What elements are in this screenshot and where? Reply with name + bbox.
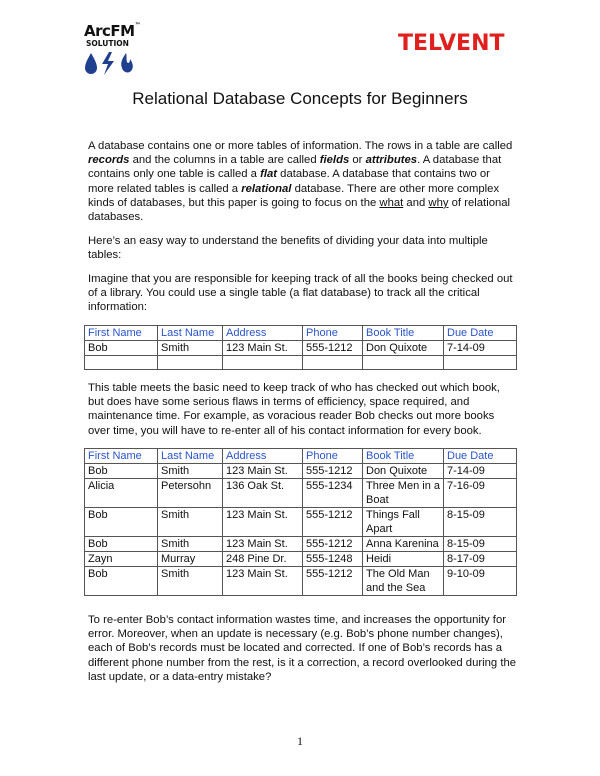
header-phone: Phone (303, 449, 363, 464)
table-cell: 123 Main St. (223, 537, 303, 552)
table-row (85, 567, 517, 596)
table-cell: Smith (158, 508, 223, 537)
table-cell (303, 356, 363, 370)
table-cell: 8-15-09 (444, 508, 517, 537)
table-row (85, 356, 517, 370)
term-attributes: attributes (365, 154, 418, 167)
header-first-name: First Name (85, 449, 158, 464)
arcfm-logo-subtitle: SOLUTION (86, 39, 129, 48)
header-address: Address (223, 326, 303, 341)
water-drop-icon (85, 53, 97, 74)
header-address: Address (223, 449, 303, 464)
header-due-date: Due Date (444, 326, 517, 341)
table-cell: Smith (158, 537, 223, 552)
term-flat: flat (260, 168, 278, 181)
table-cell: Bob (85, 537, 158, 552)
table-cell: The Old Man and the Sea (363, 567, 444, 596)
table-cell: 555-1234 (303, 479, 363, 508)
flat-table-single (84, 325, 517, 370)
flat-table-multiple (84, 448, 517, 596)
term-why: why (428, 196, 449, 209)
table-cell: 123 Main St. (223, 567, 303, 596)
table-cell: 8-15-09 (444, 537, 517, 552)
term-fields: fields (319, 154, 350, 167)
term-what: what (379, 196, 404, 209)
table-cell: Bob (85, 508, 158, 537)
intro-paragraph: A database contains one or more tables of information. The rows in a table are called records and the columns in a table are called fields or attributes. A database that contains only one table is called a flat database. A database that contains two or more related tables is called a relational database. There are other more complex kinds of databases, but this paper is going to focus on the what and why of relational databases. (88, 140, 513, 224)
table-row (85, 508, 517, 537)
table-cell (223, 356, 303, 370)
table-cell: Smith (158, 341, 223, 356)
page-number: 1 (297, 734, 303, 748)
table-cell (363, 356, 444, 370)
table-cell: Smith (158, 567, 223, 596)
header-book-title: Book Title (363, 449, 444, 464)
table-cell: 123 Main St. (223, 464, 303, 479)
table-cell: Three Men in a Boat (363, 479, 444, 508)
table-cell: 8-17-09 (444, 552, 517, 567)
table-cell: 555-1212 (303, 537, 363, 552)
paragraph-easy-way: Here’s an easy way to understand the benefits of dividing your data into multiple tables: (88, 235, 488, 262)
table-cell: 9-10-09 (444, 567, 517, 596)
utility-icons (82, 50, 144, 76)
table-cell: 7-14-09 (444, 464, 517, 479)
table-header-row (85, 449, 517, 464)
table-cell: Bob (85, 464, 158, 479)
document-title: Relational Database Concepts for Beginners (132, 89, 468, 108)
table-cell: Murray (158, 552, 223, 567)
table-cell: Bob (85, 567, 158, 596)
gas-flame-icon (121, 53, 133, 72)
paragraph-re-enter: To re-enter Bob’s contact information wastes time, and increases the opportunity for error. Moreover, when an update is necessary (e.g. Bob’s phone number changes), each of Bob’s records must be located and corrected. If one of Bob’s records has a different phone number from the rest, is it a correction, a record overlooked during the last update, or a data-entry mistake? (88, 614, 517, 683)
table-cell: 555-1248 (303, 552, 363, 567)
table-cell: Heidi (363, 552, 444, 567)
term-relational: relational (241, 182, 292, 195)
table-row (85, 552, 517, 567)
paragraph-flaws: This table meets the basic need to keep track of who has checked out which book, but does have some serious flaws in terms of efficiency, space required, and maintenance time. For example, as voracious reader Bob checks out more books over time, you will have to re-enter all of his contact information for every book. (88, 382, 500, 437)
table-cell: 555-1212 (303, 464, 363, 479)
table-cell: Anna Karenina (363, 537, 444, 552)
table-cell: Bob (85, 341, 158, 356)
table-row (85, 464, 517, 479)
header-first-name: First Name (85, 326, 158, 341)
table-cell: Things Fall Apart (363, 508, 444, 537)
table-row (85, 341, 517, 356)
lightning-bolt-icon (102, 52, 114, 75)
header-last-name: Last Name (158, 449, 223, 464)
table-cell (85, 356, 158, 370)
table-row (85, 537, 517, 552)
table-cell: 555-1212 (303, 567, 363, 596)
table-cell: 123 Main St. (223, 341, 303, 356)
table-cell: Don Quixote (363, 464, 444, 479)
term-records: records (88, 154, 130, 167)
header-phone: Phone (303, 326, 363, 341)
arcfm-logo-text: ArcFM (84, 22, 135, 40)
header-last-name: Last Name (158, 326, 223, 341)
header-book-title: Book Title (363, 326, 444, 341)
arcfm-logo (82, 22, 144, 74)
table-cell: 555-1212 (303, 341, 363, 356)
header-due-date: Due Date (444, 449, 517, 464)
table-row (85, 479, 517, 508)
table-cell: Petersohn (158, 479, 223, 508)
table-cell (444, 356, 517, 370)
paragraph-imagine: Imagine that you are responsible for keeping track of all the books being checked out of a library. You could use a single table (a flat database) to track all the critical information: (88, 273, 513, 314)
table-cell: 7-16-09 (444, 479, 517, 508)
telvent-logo: TELVENT (398, 31, 505, 56)
trademark-symbol: ™ (134, 22, 141, 29)
table-cell: 136 Oak St. (223, 479, 303, 508)
table-cell (158, 356, 223, 370)
table-cell: 123 Main St. (223, 508, 303, 537)
table-cell: Alicia (85, 479, 158, 508)
table-cell: Zayn (85, 552, 158, 567)
table-cell: Smith (158, 464, 223, 479)
table-cell: 7-14-09 (444, 341, 517, 356)
table-cell: 248 Pine Dr. (223, 552, 303, 567)
table-cell: 555-1212 (303, 508, 363, 537)
table-cell: Don Quixote (363, 341, 444, 356)
table-header-row (85, 326, 517, 341)
